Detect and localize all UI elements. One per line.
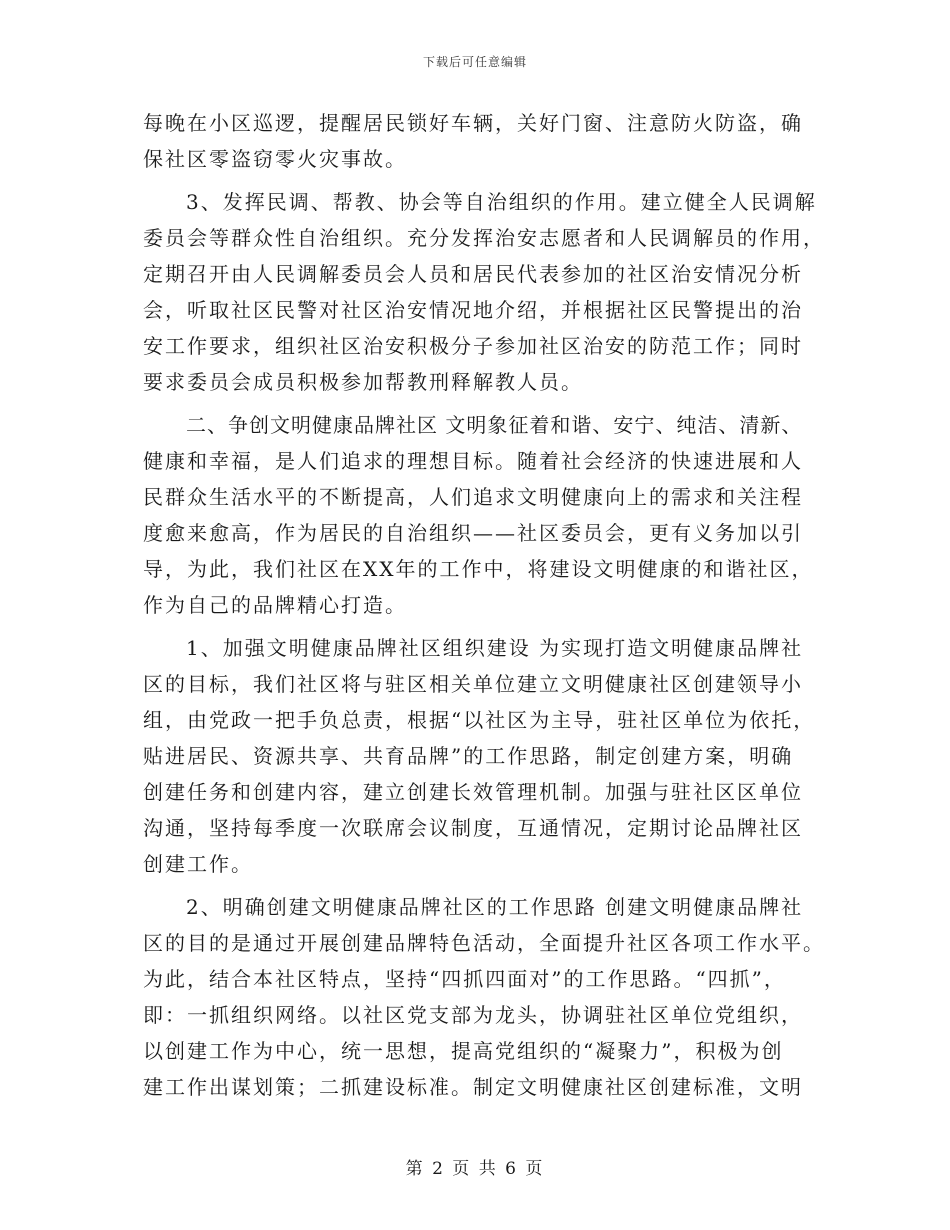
header-note: 下载后可任意编辑 — [422, 55, 527, 69]
text-line: 要求委员会成员积极参加帮教刑释解教人员。 — [143, 370, 583, 394]
text-line: 沟通，坚持每季度一次联席会议制度，互通情况，定期讨论品牌社区 — [143, 816, 803, 840]
text-line: 贴进居民、资源共享、共育品牌”的工作思路，制定创建方案，明确 — [143, 744, 794, 768]
text-line: 创建工作。 — [143, 852, 253, 876]
text-line: 安工作要求，组织社区治安积极分子参加社区治安的防范工作；同时 — [143, 334, 803, 358]
text-line: 1、加强文明健康品牌社区组织建设 为实现打造文明健康品牌社 — [186, 636, 804, 660]
text-line: 以创建工作为中心，统一思想，提高党组织的“凝聚力”，积极为创 — [143, 1039, 784, 1063]
text-line: 定期召开由人民调解委员会人员和居民代表参加的社区治安情况分析 — [143, 262, 803, 286]
text-line: 组，由党政一把手负总责，根据“以社区为主导，驻社区单位为依托， — [143, 708, 816, 732]
text-line: 作为自己的品牌精心打造。 — [143, 593, 407, 617]
text-line: 2、明确创建文明健康品牌社区的工作思路 创建文明健康品牌社 — [186, 895, 804, 919]
text-line: 导，为此，我们社区在XX年的工作中，将建设文明健康的和谐社区， — [143, 557, 814, 581]
page-number: 第 2 页 共 6 页 — [405, 1159, 545, 1179]
text-line: 度愈来愈高，作为居民的自治组织——社区委员会，更有义务加以引 — [143, 521, 803, 545]
text-line: 区的目标，我们社区将与驻区相关单位建立文明健康社区创建领导小 — [143, 672, 803, 696]
text-line: 区的目的是通过开展创建品牌特色活动，全面提升社区各项工作水平。 — [143, 931, 825, 955]
text-line: 委员会等群众性自治组织。充分发挥治安志愿者和人民调解员的作用， — [143, 226, 825, 250]
text-line: 保社区零盗窃零火灾事故。 — [143, 147, 407, 171]
text-line: 为此，结合本社区特点，坚持“四抓四面对”的工作思路。“四抓”， — [143, 967, 786, 991]
text-line: 即：一抓组织网络。以社区党支部为龙头，协调驻社区单位党组织， — [143, 1003, 803, 1027]
text-line: 创建任务和创建内容，建立创建长效管理机制。加强与驻社区区单位 — [143, 780, 803, 804]
text-line: 民群众生活水平的不断提高，人们追求文明健康向上的需求和关注程 — [143, 485, 803, 509]
text-line: 建工作出谋划策；二抓建设标准。制定文明健康社区创建标准，文明 — [143, 1075, 803, 1099]
text-line: 健康和幸福，是人们追求的理想目标。随着社会经济的快速进展和人 — [143, 449, 803, 473]
text-line: 每晚在小区巡逻，提醒居民锁好车辆，关好门窗、注意防火防盗，确 — [143, 111, 803, 135]
text-line: 3、发挥民调、帮教、协会等自治组织的作用。建立健全人民调解 — [186, 190, 817, 214]
text-line: 二、争创文明健康品牌社区 文明象征着和谐、安宁、纯洁、清新、 — [186, 413, 803, 437]
text-line: 会，听取社区民警对社区治安情况地介绍，并根据社区民警提出的治 — [143, 298, 803, 322]
